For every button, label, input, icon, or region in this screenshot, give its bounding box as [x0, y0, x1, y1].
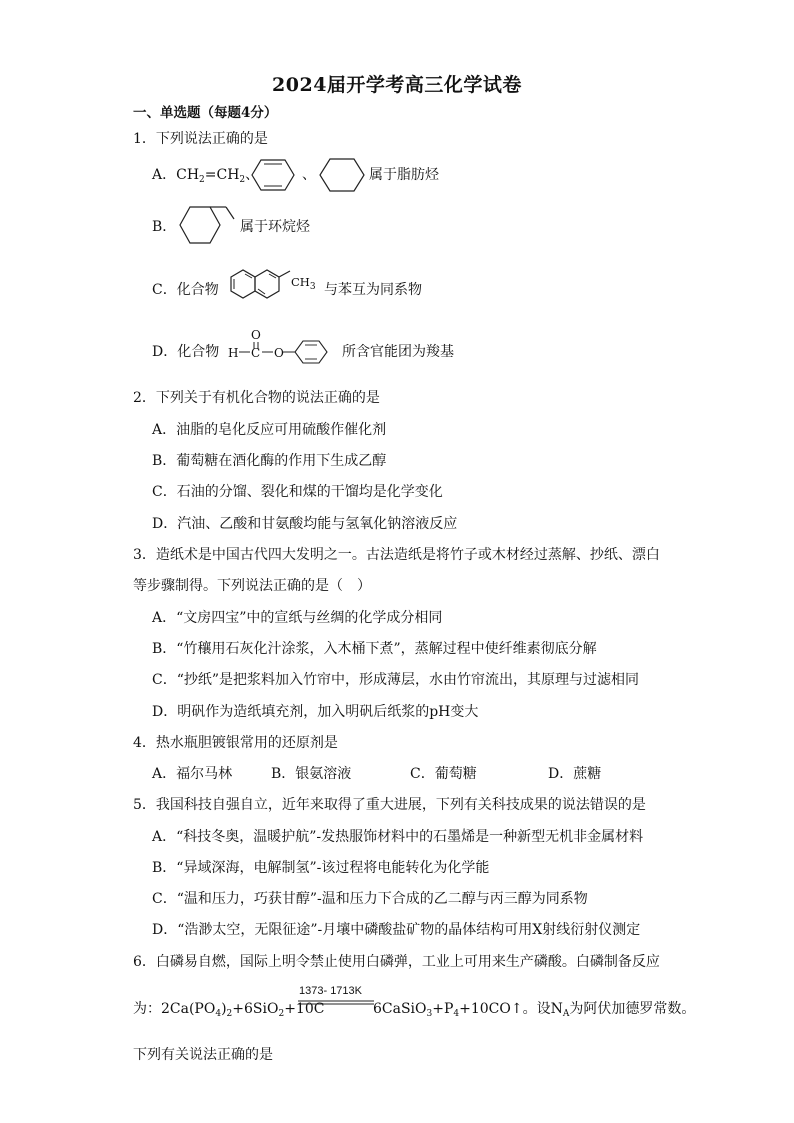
reaction-condition: 1373- 1713K: [299, 985, 362, 997]
q1-d-carbonyl-o: O: [251, 328, 261, 342]
q2-option-a: A．油脂的皂化反应可用硫酸作催化剂: [152, 422, 387, 438]
q1-c-ch3: [291, 273, 316, 296]
q6-equation: [133, 1000, 324, 1023]
q3-option-a: A．“文房四宝”中的宣纸与丝绸的化学成分相同: [152, 610, 443, 626]
methylcyclohexane-structure: [180, 205, 236, 245]
eq-part-sio2: +6SiO: [232, 1001, 279, 1017]
q1-option-d: D．化合物: [152, 344, 220, 360]
eq-part-po4: (PO: [188, 1001, 216, 1017]
methylnaphthalene-structure: [224, 266, 294, 310]
q5-option-c: C．“温和压力，巧获甘醇”-温和压力下合成的乙二醇与丙三醇为同系物: [152, 891, 588, 907]
q4-option-b: B．银氨溶液: [271, 766, 352, 782]
eq-sub-4: 4: [215, 1009, 222, 1019]
q2-option-c: C．石油的分馏、裂化和煤的干馏均是化学变化: [152, 484, 443, 500]
question-1-stem: 1．下列说法正确的是: [133, 131, 268, 147]
eq-sub-3: 3: [426, 1009, 433, 1019]
eq-sub-a: A: [562, 1009, 570, 1019]
q1-option-b: B．: [152, 219, 177, 235]
section-heading: 一、单选题（每题4分）: [133, 105, 278, 121]
q5-option-b: B．“异域深海，电解制氢”-该过程将电能转化为化学能: [152, 860, 490, 876]
q1-c-suffix: 与苯互为同系物: [324, 282, 422, 298]
question-6-stem-line3: 下列有关说法正确的是: [133, 1047, 273, 1063]
eq-tail: 为阿伏加德罗常数。: [569, 1001, 696, 1017]
q4-option-a: A．福尔马林: [152, 766, 233, 782]
eq-p: +P: [432, 1001, 454, 1017]
q4-option-d: D．蔗糖: [548, 766, 602, 782]
q1-a-sub2: 2: [239, 175, 246, 185]
q3-option-d: D．明矾作为造纸填充剂，加入明矾后纸浆的pH变大: [152, 704, 479, 720]
q3-option-b: B．“竹穰用石灰化汁涂浆，入木桶下煮”，蒸解过程中使纤维素彻底分解: [152, 641, 597, 657]
q1-a-text: A．CH: [152, 167, 200, 183]
eq-sub-2b: 2: [278, 1009, 285, 1019]
q1-a-sub: 2: [199, 175, 205, 185]
q1-c-ch3-sub: 3: [309, 282, 316, 292]
q1-a-separator: 、: [302, 167, 316, 183]
q2-option-b: B．葡萄糖在酒化酶的作用下生成乙醇: [152, 453, 387, 469]
page-title: 2024届开学考高三化学试卷: [272, 74, 522, 96]
eq-part-1: 为：2Ca: [133, 1001, 189, 1017]
q1-option-c: C．化合物: [152, 282, 219, 298]
benzene-structure: [252, 158, 294, 192]
q1-option-a: [152, 166, 259, 189]
eq-part-c: +10C: [284, 1001, 325, 1017]
q1-d-o: O: [274, 346, 284, 360]
q1-d-c: C: [251, 346, 261, 360]
q6-equation-products: [373, 1000, 695, 1023]
q1-d-h: H: [228, 346, 239, 360]
q3-option-c: C．“抄纸”是把浆料加入竹帘中，形成薄层，水由竹帘流出，其原理与过滤相同: [152, 672, 640, 688]
q1-d-suffix: 所含官能团为羧基: [342, 344, 454, 360]
q1-b-suffix: 属于环烷烃: [240, 219, 310, 235]
question-3-stem-line1: 3．造纸术是中国古代四大发明之一。古法造纸是将竹子或木材经过蒸解、抄纸、漂白: [133, 547, 660, 563]
q4-option-c: C．葡萄糖: [410, 766, 477, 782]
question-3-stem-line2: 等步骤制得。下列说法正确的是（ ）: [133, 578, 371, 594]
q1-a-text2: =CH: [204, 167, 240, 183]
eq-close: ): [221, 1001, 227, 1017]
phenyl-formate-structure: [235, 341, 335, 369]
question-6-stem-line1: 6．白磷易自燃，国际上明令禁止使用白磷弹，工业上可用来生产磷酸。白磷制备反应: [133, 954, 660, 970]
eq-sub-p4: 4: [453, 1009, 460, 1019]
question-4-stem: 4．热水瓶胆镀银常用的还原剂是: [133, 735, 338, 751]
cyclohexane-structure: [320, 158, 364, 192]
eq-casio3: 6CaSiO: [373, 1001, 427, 1017]
q1-a-suffix: 属于脂肪烃: [369, 167, 439, 183]
q2-option-d: D．汽油、乙酸和甘氨酸均能与氢氧化钠溶液反应: [152, 516, 458, 532]
question-5-stem: 5．我国科技自强自立，近年来取得了重大进展，下列有关科技成果的说法错误的是: [133, 797, 646, 813]
eq-co: +10CO↑。设N: [459, 1001, 563, 1017]
q1-c-ch3-text: CH: [291, 275, 310, 289]
q1-a-comma: 、: [245, 167, 260, 183]
eq-sub-2: 2: [226, 1009, 233, 1019]
question-2-stem: 2．下列关于有机化合物的说法正确的是: [133, 390, 380, 406]
q5-option-d: D．“浩渺太空，无限征途”-月壤中磷酸盐矿物的晶体结构可用X射线衍射仪测定: [152, 922, 641, 938]
reaction-equals-sign: [298, 1000, 374, 1006]
q5-option-a: A．“科技冬奥，温暖护航”-发热服饰材料中的石墨烯是一种新型无机非金属材料: [152, 829, 644, 845]
